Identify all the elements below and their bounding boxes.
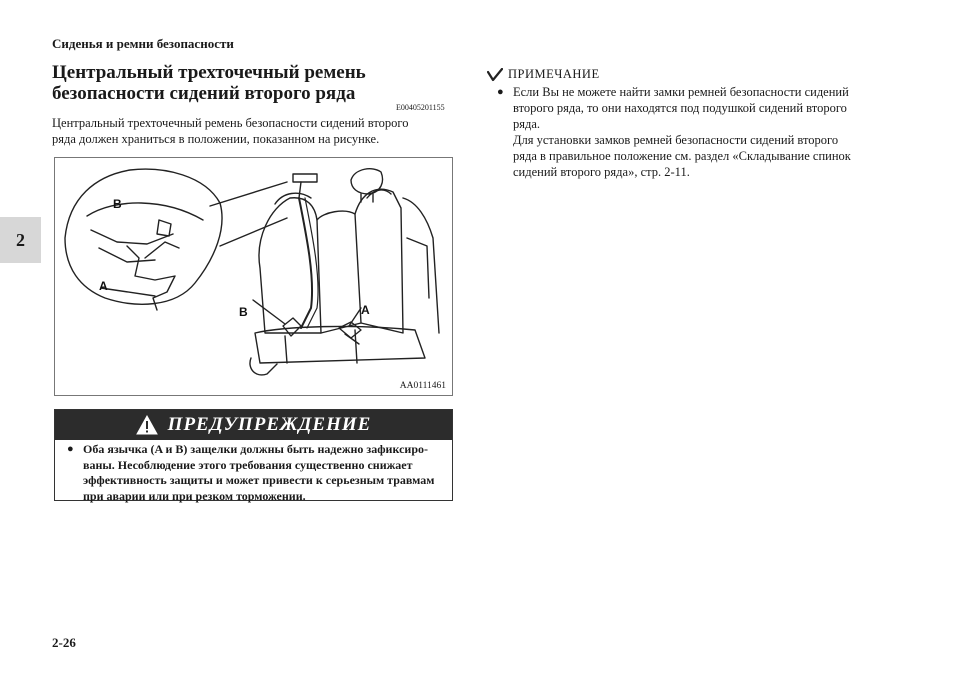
section-title-line-1: Центральный трехточечный ремень — [52, 62, 366, 83]
intro-line-2: ряда должен храниться в положении, показанном на рисунке. — [52, 132, 380, 146]
note-title: ПРИМЕЧАНИЕ — [508, 67, 600, 81]
inset-panel-outline — [65, 169, 222, 304]
warning-bullet: ● — [67, 443, 74, 455]
note-line-3: ряда. — [513, 117, 541, 131]
warning-line-2: ваны. Несоблюдение этого требования существенно снижает — [83, 457, 413, 472]
chapter-number: 2 — [16, 229, 25, 250]
running-header: Сиденья и ремни безопасности — [52, 36, 234, 51]
seatbelt-illustration — [54, 157, 453, 396]
seatbelt-drawing — [55, 158, 452, 395]
warning-line-4: при аварии или при резком торможении. — [83, 488, 306, 503]
warning-title: ПРЕДУПРЕЖДЕНИЕ — [167, 414, 372, 435]
warning-line-3: эффективность защиты и может привести к серьезным травмам — [83, 473, 435, 487]
label-b-main: B — [239, 305, 248, 319]
label-b-inset: B — [113, 197, 122, 211]
note-bullet: ● — [497, 86, 504, 98]
note-line-5: ряда в правильное положение см. раздел «Складывание спинок — [513, 149, 851, 163]
note-checkmark-icon — [487, 68, 503, 82]
intro-paragraph — [52, 115, 457, 147]
warning-line-1: Оба язычка (A и B) защелки должны быть надежно зафиксиро- — [83, 442, 428, 456]
section-title-line-2: безопасности сидений второго ряда — [52, 83, 356, 104]
section-title — [52, 62, 412, 104]
note-line-2: второго ряда, то они находятся под подушкой сидений второго — [513, 101, 847, 115]
seat-back-left — [259, 198, 321, 333]
seatbelt-strap — [299, 198, 312, 328]
page-number: 2-26 — [52, 635, 76, 650]
label-a-main: A — [361, 303, 370, 317]
warning-text — [67, 442, 447, 504]
warning-box — [54, 409, 453, 501]
note-text — [497, 84, 892, 180]
label-a-inset: A — [99, 279, 108, 293]
section-code: E00405201155 — [396, 103, 445, 112]
note-line-6: сидений второго ряда», стр. 2-11. — [513, 165, 690, 179]
figure-code: AA0111461 — [399, 381, 446, 391]
chapter-tab — [0, 217, 41, 263]
intro-line-1: Центральный трехточечный ремень безопасности сидений второго — [52, 116, 409, 130]
warning-header — [55, 410, 452, 440]
note-line-4: Для установки замков ремней безопасности сидений второго — [513, 133, 839, 147]
note-line-1: Если Вы не можете найти замки ремней безопасности сидений — [513, 85, 849, 99]
callout-leader-lower — [220, 218, 287, 246]
note-header — [487, 67, 600, 82]
warning-triangle-icon — [136, 415, 158, 435]
seat-back-center — [317, 211, 361, 333]
